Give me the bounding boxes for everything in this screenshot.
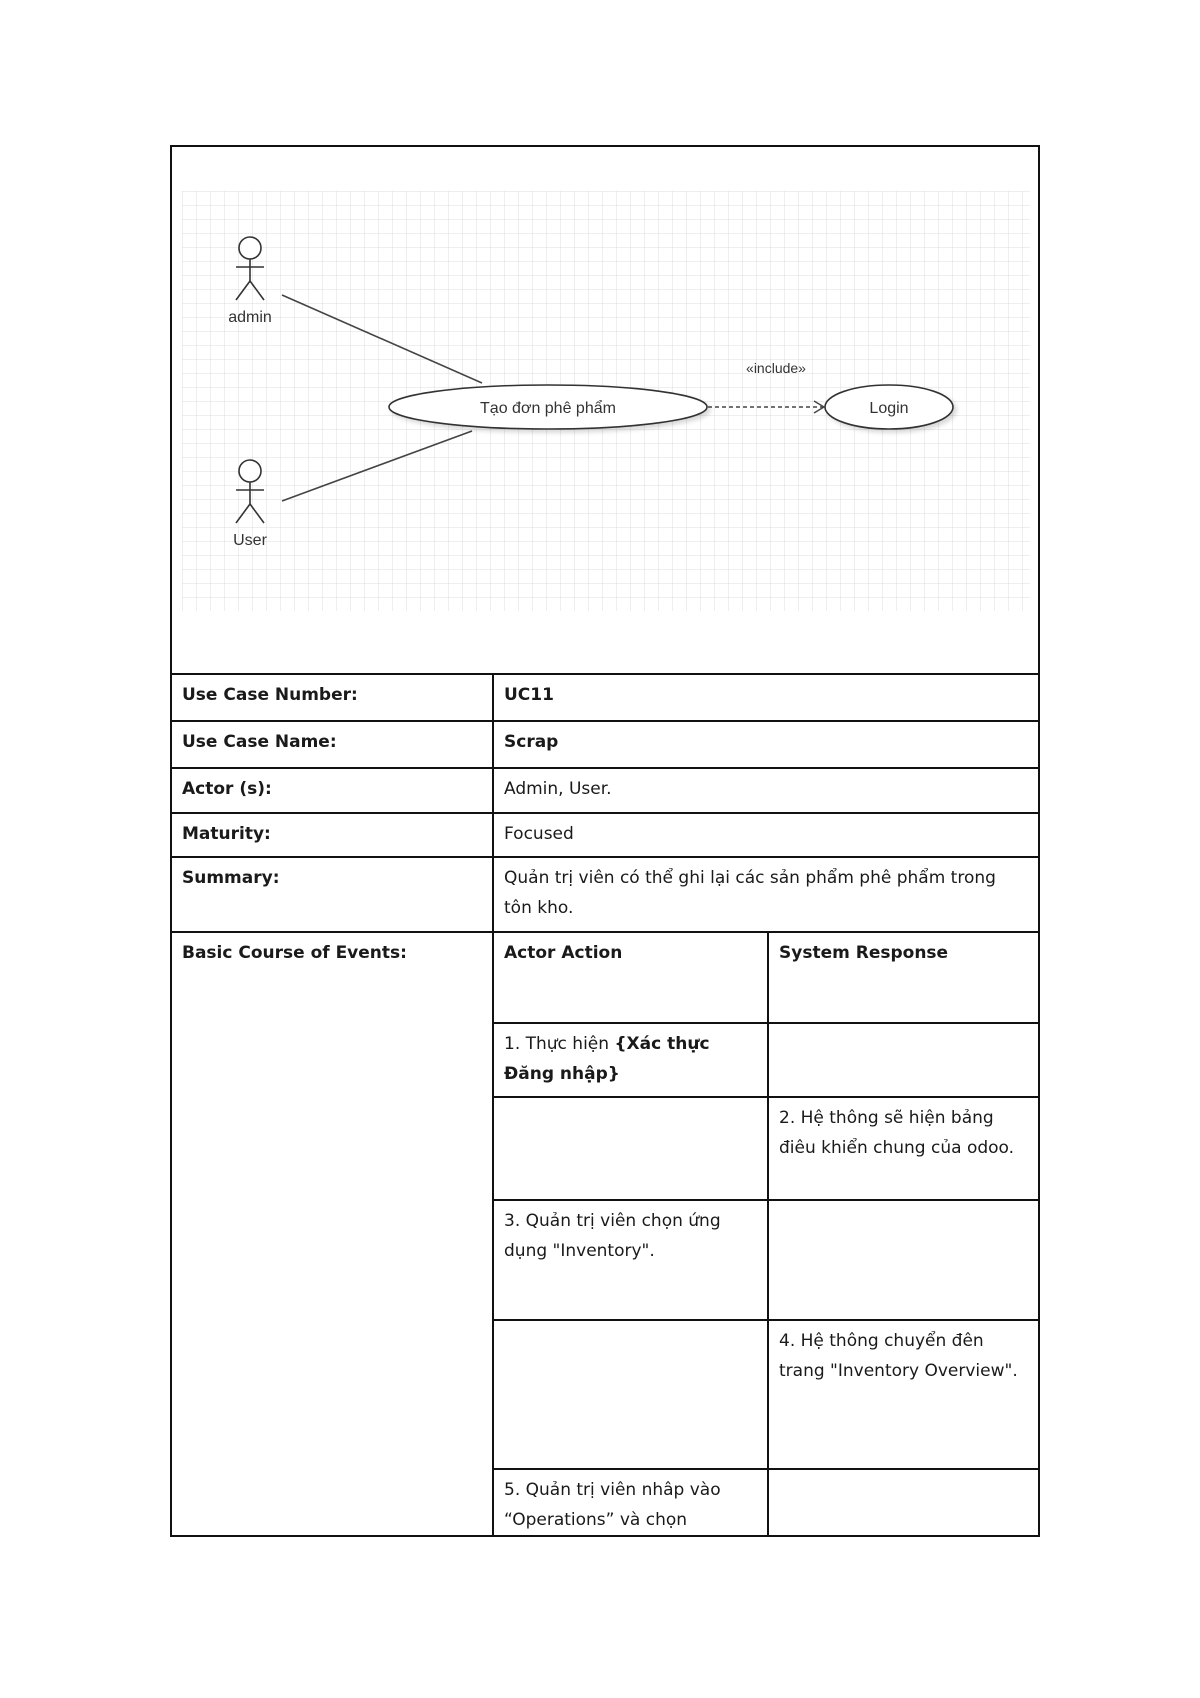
use-case-diagram — [182, 191, 1030, 611]
summary-value: Quản trị viên có thể ghi lại các sản phẩm phê phẩm trong tôn kho. — [493, 857, 1039, 932]
system-step-2: 2. Hệ thông sẽ hiện bảng điêu khiển chung của odoo. — [768, 1097, 1039, 1200]
actor-step-2-empty — [493, 1097, 768, 1200]
summary-label: Summary: — [171, 857, 493, 932]
maturity-value: Focused — [493, 813, 1039, 857]
use-case-name-value: Scrap — [493, 721, 1039, 768]
actor-step-3: 3. Quản trị viên chọn ứng dụng "Inventory". — [493, 1200, 768, 1320]
system-step-5-empty — [768, 1469, 1039, 1536]
use-case-table — [170, 145, 1040, 1537]
step-1-text: 1. Thực hiện — [504, 1034, 615, 1054]
system-step-4: 4. Hệ thông chuyển đên trang "Inventory Overview". — [768, 1320, 1039, 1469]
actor-step-1 — [493, 1023, 768, 1097]
system-step-3-empty — [768, 1200, 1039, 1320]
include-label: «include» — [746, 360, 806, 376]
use-case-label: Tạo đơn phê phẩm — [480, 400, 616, 417]
actor-action-header: Actor Action — [493, 932, 768, 1023]
actor-admin-label: admin — [228, 309, 272, 326]
use-case-number-label: Use Case Number: — [171, 674, 493, 721]
system-response-header: System Response — [768, 932, 1039, 1023]
actor-step-5: 5. Quản trị viên nhâp vào “Operations” và chọn — [493, 1469, 768, 1536]
use-case-number-value: UC11 — [493, 674, 1039, 721]
actors-label: Actor (s): — [171, 768, 493, 813]
actor-step-4-empty — [493, 1320, 768, 1469]
login-use-case-label: Login — [869, 400, 909, 417]
system-step-1-empty — [768, 1023, 1039, 1097]
step-1-include-ref: {Xác thực Đăng nhập} — [504, 1034, 710, 1084]
actors-value: Admin, User. — [493, 768, 1039, 813]
use-case-name-label: Use Case Name: — [171, 721, 493, 768]
basic-course-label: Basic Course of Events: — [171, 932, 493, 1536]
maturity-label: Maturity: — [171, 813, 493, 857]
actor-user-label: User — [233, 532, 267, 549]
use-case-diagram-cell — [171, 146, 1039, 674]
